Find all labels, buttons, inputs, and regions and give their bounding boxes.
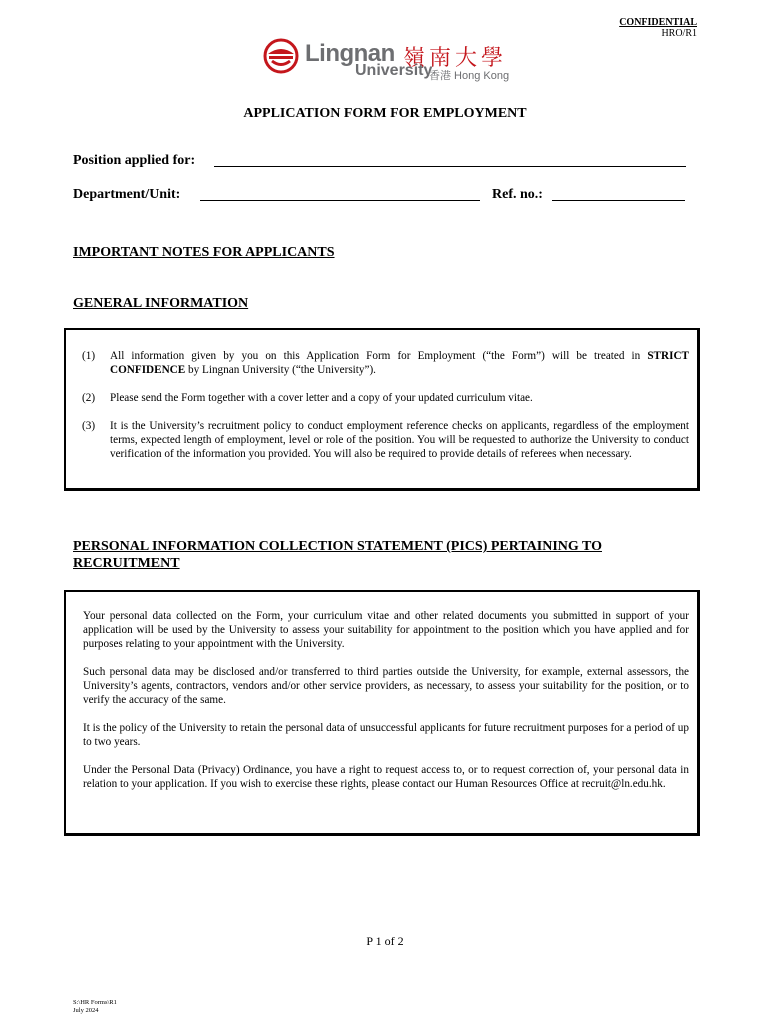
confidential-label: CONFIDENTIAL bbox=[619, 17, 697, 28]
important-notes-heading: IMPORTANT NOTES FOR APPLICANTS bbox=[73, 245, 335, 260]
note-text: All information given by you on this Application Form for Employment (“the Form”) will be treated in bbox=[110, 350, 648, 362]
department-label: Department/Unit: bbox=[73, 187, 181, 202]
lingnan-logo bbox=[263, 38, 513, 82]
logo-name-cn: 嶺南大學 bbox=[403, 46, 508, 71]
form-title: APPLICATION FORM FOR EMPLOYMENT bbox=[243, 106, 527, 121]
pics-heading-line2: RECRUITMENT bbox=[73, 556, 180, 571]
revision-date: July 2024 bbox=[73, 1007, 99, 1014]
general-info-box bbox=[64, 328, 700, 491]
lingnan-emblem-icon bbox=[263, 38, 299, 74]
ref-no-input-line[interactable] bbox=[552, 200, 685, 201]
note-item bbox=[82, 349, 689, 377]
logo-location: 香港 Hong Kong bbox=[429, 70, 510, 82]
note-text: It is the University’s recruitment policy to conduct employment reference checks on applicants, regardless of the employment terms, expected length of employment, level or role of the position. You will be requested to authorize the University to conduct verification of the information you provided. You will also be required to provide details of referees when necessary. bbox=[110, 420, 689, 460]
position-label: Position applied for: bbox=[73, 153, 196, 168]
pics-paragraph: It is the policy of the University to retain the personal data of unsuccessful applicants for future recruitment purposes for a period of up to two years. bbox=[83, 722, 689, 748]
pics-heading-line1: PERSONAL INFORMATION COLLECTION STATEMENT (PICS) PERTAINING TO bbox=[73, 539, 602, 554]
note-item bbox=[82, 419, 689, 461]
department-input-line[interactable] bbox=[200, 200, 480, 201]
pics-box bbox=[64, 590, 700, 836]
page-number: P 1 of 2 bbox=[366, 934, 404, 948]
pics-paragraph: Your personal data collected on the Form, your curriculum vitae and other related documents you submitted in support of your application will be used by the University to assess your suitability for appointment to the position which you have applied and for purposes relating to your appointment with the University. bbox=[83, 610, 689, 650]
note-text: by Lingnan University (“the University”). bbox=[185, 364, 376, 376]
ref-no-label: Ref. no.: bbox=[492, 187, 543, 202]
note-emphasis: STRICT CONFIDENCE bbox=[110, 350, 689, 376]
note-text: Please send the Form together with a cover letter and a copy of your updated curriculum vitae. bbox=[110, 392, 533, 404]
file-path: S:\HR Forms\R1 bbox=[73, 999, 117, 1006]
note-item bbox=[82, 391, 689, 405]
position-input-line[interactable] bbox=[214, 166, 686, 167]
logo-university: University bbox=[355, 62, 433, 79]
note-number: (3) bbox=[82, 420, 96, 432]
pics-paragraph: Such personal data may be disclosed and/or transferred to third parties outside the University, for example, external assessors, the University’s agents, contractors, vendors and/or other service providers, as necessary, to assess your suitability for the position, or to verify the accuracy of the same. bbox=[83, 666, 689, 706]
pics-paragraph: Under the Personal Data (Privacy) Ordinance, you have a right to request access to, or to request correction of, your personal data in relation to your application. If you wish to exercise these rights, please contact our Human Resources Office at recruit@ln.edu.hk. bbox=[83, 764, 689, 790]
form-code: HRO/R1 bbox=[661, 28, 697, 39]
logo-name-en: Lingnan bbox=[305, 40, 395, 67]
note-number: (2) bbox=[82, 392, 96, 404]
note-number: (1) bbox=[82, 350, 96, 362]
general-info-heading: GENERAL INFORMATION bbox=[73, 296, 249, 311]
